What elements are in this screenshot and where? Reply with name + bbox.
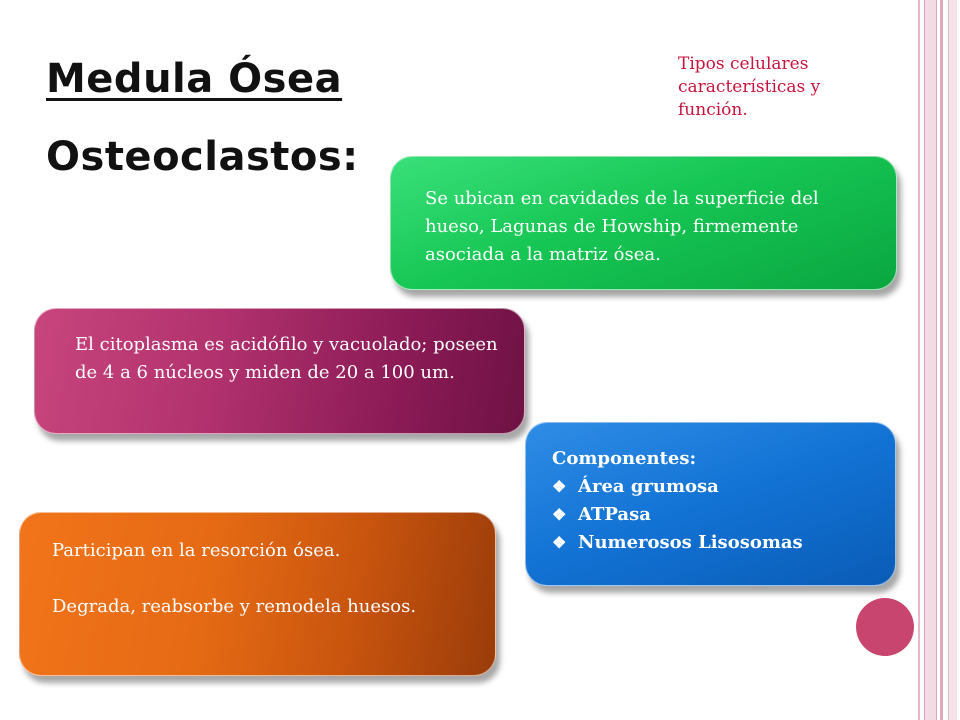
cytoplasm-box [34, 308, 525, 434]
right-border-band-2 [948, 0, 957, 720]
decorative-circle [856, 598, 914, 656]
list-item-label: ATPasa [578, 504, 651, 525]
right-border-line [918, 0, 920, 720]
function-text-1: Participan en la resorción ósea. [52, 540, 341, 561]
components-box [525, 422, 896, 586]
list-item [552, 501, 885, 529]
list-item-label: Numerosos Lisosomas [578, 532, 803, 553]
components-heading: Componentes: [552, 448, 697, 469]
list-item [552, 473, 885, 501]
list-item-label: Área grumosa [578, 476, 719, 497]
function-text-2: Degrada, reabsorbe y remodela huesos. [52, 596, 417, 617]
components-list [552, 473, 885, 557]
diamond-bullet-icon: ❖ [552, 533, 567, 552]
right-border-band [924, 0, 937, 720]
diamond-bullet-icon: ❖ [552, 477, 567, 496]
list-item [552, 529, 885, 557]
location-text: Se ubican en cavidades de la superficie del hueso, Lagunas de Howship, firmemente asociada a la matriz ósea. [425, 188, 819, 265]
slide-title: Medula Ósea [46, 56, 343, 102]
right-border-line-2 [940, 0, 943, 720]
cytoplasm-text: El citoplasma es acidófilo y vacuolado; poseen de 4 a 6 núcleos y miden de 20 a 100 um. [75, 334, 498, 383]
location-box [390, 156, 897, 290]
slide-subtitle: Tipos celulares características y función. [678, 54, 821, 120]
function-box [19, 512, 496, 676]
diamond-bullet-icon: ❖ [552, 505, 567, 524]
slide-heading: Osteoclastos: [46, 134, 359, 180]
